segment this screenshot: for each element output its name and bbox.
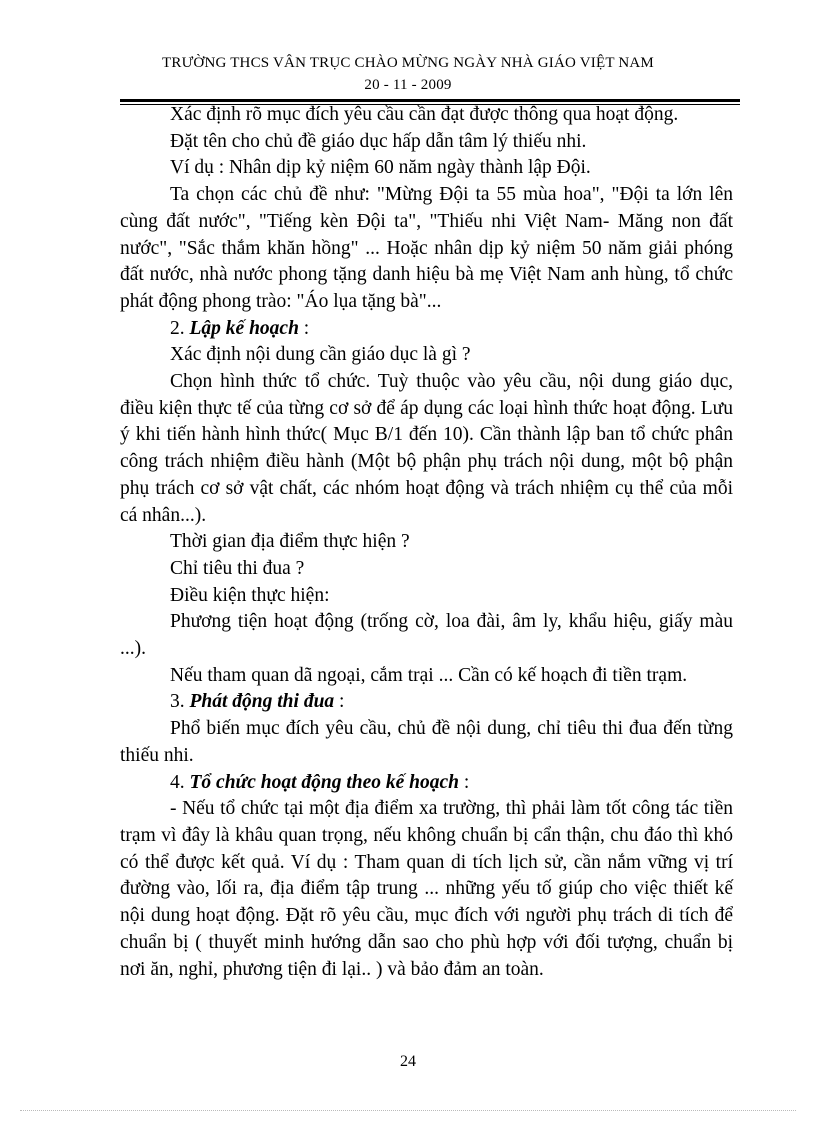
paragraph: Ví dụ : Nhân dịp kỷ niệm 60 năm ngày thành lập Đội. <box>170 157 591 179</box>
heading-title: Lập kế hoạch <box>189 317 299 339</box>
header-date-line: 20 - 11 - 2009 <box>364 77 452 93</box>
page-number: 24 <box>400 1053 416 1070</box>
page-bottom-border <box>20 1110 796 1111</box>
heading-suffix: : <box>298 317 310 339</box>
paragraph: Phương tiện hoạt động (trống cờ, loa đài, âm ly, khẩu hiệu, giấy màu ...). <box>120 611 733 660</box>
heading-suffix: : <box>334 691 345 713</box>
paragraph: Điều kiện thực hiện: <box>170 584 330 606</box>
heading-number: 4. <box>170 771 190 793</box>
section-heading-3 <box>120 689 733 716</box>
document-body <box>120 102 733 983</box>
paragraph: - Nếu tổ chức tại một địa điểm xa trường, thì phải làm tốt công tác tiền trạm vì đây là khâu quan trọng, nếu không chuẩn bị cẩn thận, chu đáo thì khó có thể được kết quả. Ví dụ : Tham quan di tích lịch sử, cần nắm vững vị trí đường vào, lối ra, địa điểm tập trung ... những yếu tố giúp cho việc thiết kế nội dung hoạt động. Đặt rõ yêu cầu, mục đích với người phụ trách di tích để chuẩn bị ( thuyết minh hướng dẫn sao cho phù hợp với đối tượng, chuẩn bị nơi ăn, nghỉ, phương tiện đi lại.. ) và bảo đảm an toàn. <box>120 798 733 980</box>
section-heading-4 <box>120 770 733 797</box>
heading-title: Phát động thi đua <box>189 691 335 713</box>
section-heading-2 <box>120 316 733 343</box>
heading-suffix: : <box>459 771 470 793</box>
paragraph: Ta chọn các chủ đề như: "Mừng Đội ta 55 mùa hoa", "Đội ta lớn lên cùng đất nước", "Tiếng kèn Đội ta", "Thiếu nhi Việt Nam- Măng non đất nước", "Sắc thắm khăn hồng" ... Hoặc nhân dịp kỷ niệm 50 năm giải phóng đất nước, nhà nước phong tặng danh hiệu bà mẹ Việt Nam anh hùng, tổ chức phát động phong trào: "Áo lụa tặng bà"... <box>120 184 733 312</box>
heading-number: 3. <box>170 691 190 713</box>
paragraph: Chọn hình thức tổ chức. Tuỳ thuộc vào yêu cầu, nội dung giáo dục, điều kiện thực tế của từng cơ sở để áp dụng các loại hình thức hoạt động. Lưu ý khi tiến hành hình thức( Mục B/1 đến 10). Cần thành lập ban tổ chức phân công trách nhiệm điều hành (Một bộ phận phụ trách nội dung, một bộ phận phụ trách cơ sở vật chất, các nhóm hoạt động và trách nhiệm cụ thể của mỗi cá nhân...). <box>120 371 733 526</box>
paragraph: Xác định nội dung cần giáo dục là gì ? <box>170 344 471 366</box>
paragraph: Phổ biến mục đích yêu cầu, chủ đề nội dung, chỉ tiêu thi đua đến từng thiếu nhi. <box>120 718 733 766</box>
paragraph: Thời gian địa điểm thực hiện ? <box>170 531 410 553</box>
paragraph: Nếu tham quan dã ngoại, cắm trại ... Cần có kế hoạch đi tiền trạm. <box>170 664 688 686</box>
heading-title: Tổ chức hoạt động theo kế hoạch <box>189 771 460 793</box>
paragraph: Đặt tên cho chủ đề giáo dục hấp dẫn tâm lý thiếu nhi. <box>170 130 587 152</box>
paragraph: Xác định rõ mục đích yêu cầu cần đạt được thông qua hoạt động. <box>170 104 679 125</box>
heading-number: 2. <box>170 317 190 339</box>
page-header <box>120 52 696 96</box>
paragraph: Chỉ tiêu thi đua ? <box>170 557 305 579</box>
header-school-line: TRƯỜNG THCS VÂN TRỤC CHÀO MỪNG NGÀY NHÀ GIÁO VIỆT NAM <box>162 55 654 71</box>
